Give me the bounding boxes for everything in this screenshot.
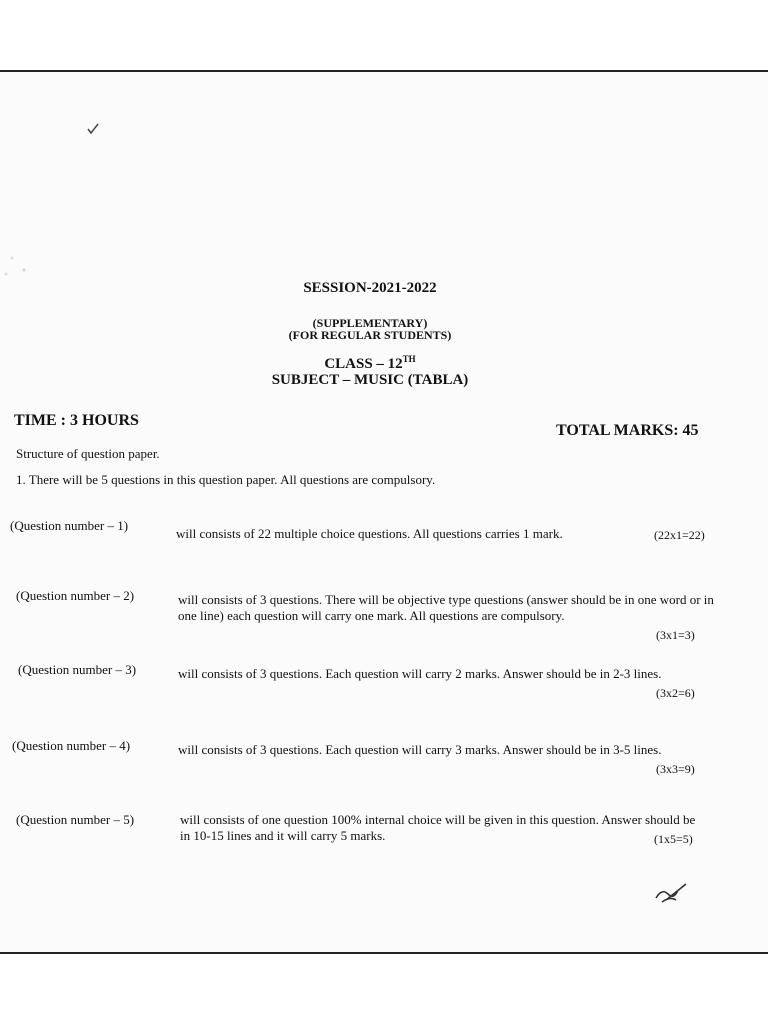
time-label: TIME : 3 HOURS bbox=[14, 412, 139, 429]
question-3-text: will consists of 3 questions. Each question will carry 2 marks. Answer should be in 2-3 lines. bbox=[178, 666, 662, 681]
signature-mark-icon bbox=[652, 880, 692, 906]
class-superscript: TH bbox=[402, 354, 416, 364]
question-4-text: will consists of 3 questions. Each question will carry 3 marks. Answer should be in 3-5 lines. bbox=[178, 742, 662, 757]
question-4-label: (Question number – 4) bbox=[12, 738, 131, 753]
question-3-label: (Question number – 3) bbox=[18, 662, 137, 677]
question-2-score: (3x1=3) bbox=[656, 628, 695, 642]
session-title: SESSION-2021-2022 bbox=[303, 280, 437, 296]
supplementary-label: (SUPPLEMENTARY) bbox=[312, 316, 428, 330]
total-marks-label: TOTAL MARKS: 45 bbox=[556, 422, 699, 439]
regular-students-label: (FOR REGULAR STUDENTS) bbox=[288, 328, 452, 342]
scan-speckle bbox=[0, 242, 40, 282]
structure-heading: Structure of question paper. bbox=[16, 446, 160, 461]
question-5-score: (1x5=5) bbox=[654, 832, 693, 846]
question-1-text: will consists of 22 multiple choice questions. All questions carries 1 mark. bbox=[176, 526, 563, 541]
question-5-label: (Question number – 5) bbox=[16, 812, 135, 827]
question-2-label: (Question number – 2) bbox=[16, 588, 135, 603]
class-title bbox=[0, 354, 740, 373]
subject-title: SUBJECT – MUSIC (TABLA) bbox=[271, 372, 469, 388]
question-2-text: will consists of 3 questions. There will be objective type questions (answer should be in one word or in one line) each question will carry one mark. All questions are compulsory. bbox=[178, 592, 714, 623]
question-4-score: (3x3=9) bbox=[656, 762, 695, 776]
question-1-label: (Question number – 1) bbox=[10, 518, 129, 533]
intro-text: 1. There will be 5 questions in this question paper. All questions are compulsory. bbox=[16, 472, 436, 487]
class-text: CLASS – 12 bbox=[324, 356, 403, 372]
document-page bbox=[0, 70, 768, 954]
question-3-score: (3x2=6) bbox=[656, 686, 695, 700]
question-1-score: (22x1=22) bbox=[654, 528, 705, 542]
question-5-text: will consists of one question 100% internal choice will be given in this question. Answer should be in 10-15 lines and it will carry 5 marks. bbox=[180, 812, 696, 843]
check-mark-icon bbox=[86, 122, 100, 136]
